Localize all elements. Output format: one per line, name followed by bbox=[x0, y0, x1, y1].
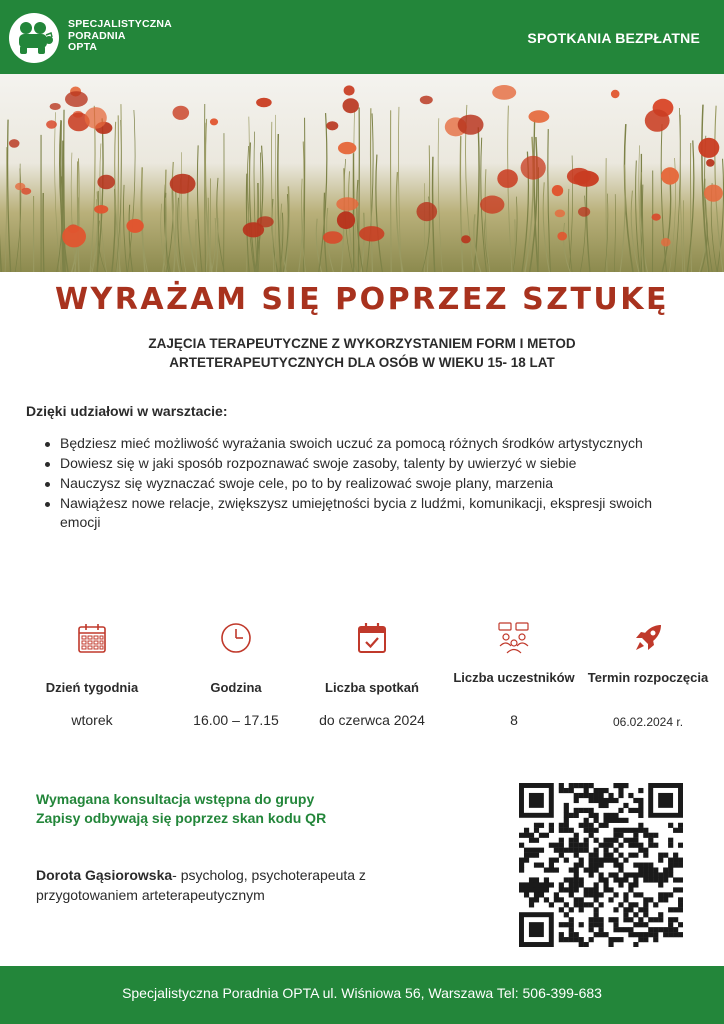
registration-note bbox=[36, 790, 326, 828]
poppy-flower bbox=[529, 110, 550, 123]
calendar-check-icon bbox=[357, 622, 387, 654]
benefits-intro: Dzięki udziałowi w warsztacie: bbox=[26, 403, 228, 419]
benefit-item: Dowiesz się w jaki sposób rozpoznawać swoje zasoby, talenty by uwierzyć w siebie bbox=[42, 454, 682, 473]
info-value: 16.00 – 17.15 bbox=[193, 712, 279, 728]
info-label: Dzień tygodnia bbox=[45, 680, 139, 695]
rocket-icon bbox=[632, 622, 664, 654]
hero-image-poppy-field bbox=[0, 74, 724, 272]
poppy-flower bbox=[257, 216, 274, 227]
poppy-flower bbox=[359, 226, 384, 241]
benefit-item: Będziesz mieć możliwość wyrażania swoich uczuć za pomocą różnych środków artystycznych bbox=[42, 434, 682, 453]
poppy-flower bbox=[417, 202, 438, 221]
poppy-flower bbox=[492, 85, 516, 100]
poppy-flower bbox=[62, 225, 86, 247]
poppy-flower bbox=[50, 103, 61, 110]
poppy-flower bbox=[497, 169, 518, 188]
poster-subtitle bbox=[80, 334, 644, 372]
poppy-flower bbox=[97, 175, 115, 189]
qr-code-image[interactable] bbox=[519, 783, 683, 947]
poppy-flower bbox=[85, 107, 107, 129]
note-line: Wymagana konsultacja wstępna do grupy bbox=[36, 791, 315, 807]
grass-stem bbox=[353, 153, 354, 272]
org-name-line: PORADNIA bbox=[68, 29, 126, 42]
org-name-line: SPECJALISTYCZNA bbox=[68, 18, 172, 30]
poppy-flower bbox=[344, 85, 355, 95]
poppy-field-illustration bbox=[0, 74, 724, 272]
poppy-flower bbox=[336, 197, 358, 211]
poppy-flower bbox=[652, 214, 661, 221]
poppy-flower bbox=[326, 121, 338, 130]
free-meetings-label: SPOTKANIA BEZPŁATNE bbox=[527, 30, 700, 46]
org-name-line: OPTA bbox=[68, 41, 98, 53]
poppy-flower bbox=[661, 167, 679, 184]
poppy-flower bbox=[256, 98, 272, 107]
poppy-flower bbox=[210, 118, 218, 125]
poppy-flower bbox=[552, 185, 563, 196]
poppy-flower bbox=[645, 109, 670, 131]
subtitle-line: ZAJĘCIA TERAPEUTYCZNE Z WYKORZYSTANIEM FORM I METOD bbox=[148, 336, 576, 351]
info-value: wtorek bbox=[71, 712, 113, 728]
org-name bbox=[68, 19, 172, 54]
poppy-flower bbox=[323, 231, 343, 244]
poppy-flower bbox=[173, 106, 190, 120]
poster-title: WYRAŻAM SIĘ POPRZEZ SZTUKĘ bbox=[54, 282, 670, 317]
poppy-flower bbox=[65, 91, 88, 107]
facilitator-description: - psycholog, psychoterapeuta z przygotowaniem arteterapeutycznym bbox=[36, 867, 366, 903]
poppy-flower bbox=[420, 96, 433, 105]
clock-icon bbox=[220, 622, 252, 654]
poppy-flower bbox=[338, 142, 356, 154]
poppy-flower bbox=[461, 235, 471, 243]
benefits-list bbox=[42, 434, 682, 533]
benefit-item: Nawiążesz nowe relacje, zwiększysz umiejętności bycia z ludźmi, komunikacji, ekspresji swoich emocji bbox=[42, 494, 682, 532]
poppy-flower bbox=[661, 238, 671, 247]
benefit-item: Nauczysz się wyznaczać swoje cele, po to by realizować swoje plany, marzenia bbox=[42, 474, 682, 493]
poppy-flower bbox=[21, 188, 31, 195]
info-day bbox=[22, 620, 162, 728]
poppy-flower bbox=[578, 207, 590, 217]
footer-contact: Specjalistyczna Poradnia OPTA ul. Wiśniowa 56, Warszawa Tel: 506-399-683 bbox=[122, 985, 602, 1001]
poppy-flower bbox=[555, 210, 565, 218]
poppy-flower bbox=[611, 90, 620, 98]
poppy-flower bbox=[170, 174, 196, 194]
poppy-flower bbox=[9, 139, 20, 148]
info-participants bbox=[444, 620, 584, 728]
poppy-flower bbox=[126, 219, 143, 233]
info-time bbox=[166, 620, 306, 728]
poppy-flower bbox=[706, 159, 714, 167]
info-start-date bbox=[578, 620, 718, 729]
info-value: 8 bbox=[510, 712, 518, 728]
note-line: Zapisy odbywają się poprzez skan kodu QR bbox=[36, 810, 327, 826]
subtitle-line: ARTETERAPEUTYCZNYCH DLA OSÓB W WIEKU 15- 18 LAT bbox=[169, 355, 555, 370]
poppy-flower bbox=[480, 196, 504, 214]
info-label: Liczba uczestników bbox=[453, 670, 575, 685]
poppy-flower bbox=[94, 205, 108, 214]
poppy-flower bbox=[458, 115, 484, 135]
poppy-flower bbox=[567, 168, 591, 185]
info-value: 06.02.2024 r. bbox=[612, 715, 684, 729]
facilitator-name: Dorota Gąsiorowska bbox=[36, 867, 173, 883]
poppy-flower bbox=[704, 185, 723, 202]
info-label: Termin rozpoczęcia bbox=[587, 670, 709, 685]
calendar-grid-icon bbox=[77, 622, 107, 654]
facilitator-info bbox=[36, 865, 436, 905]
poppy-flower bbox=[46, 120, 57, 129]
logo-figures-icon bbox=[9, 13, 59, 63]
opta-logo bbox=[9, 13, 59, 63]
people-icon bbox=[497, 622, 531, 654]
info-label: Liczba spotkań bbox=[325, 680, 419, 695]
header-bar bbox=[0, 0, 724, 74]
info-value: do czerwca 2024 bbox=[319, 712, 425, 728]
poppy-flower bbox=[557, 232, 567, 241]
poppy-flower bbox=[521, 156, 546, 180]
info-meetings bbox=[302, 620, 442, 728]
info-label: Godzina bbox=[210, 680, 262, 695]
grass-stem bbox=[43, 193, 44, 272]
footer-bar bbox=[0, 966, 724, 1024]
poppy-flower bbox=[698, 138, 719, 158]
poppy-flower bbox=[343, 98, 359, 113]
poppy-flower bbox=[337, 211, 355, 229]
qr-code[interactable] bbox=[519, 783, 683, 947]
